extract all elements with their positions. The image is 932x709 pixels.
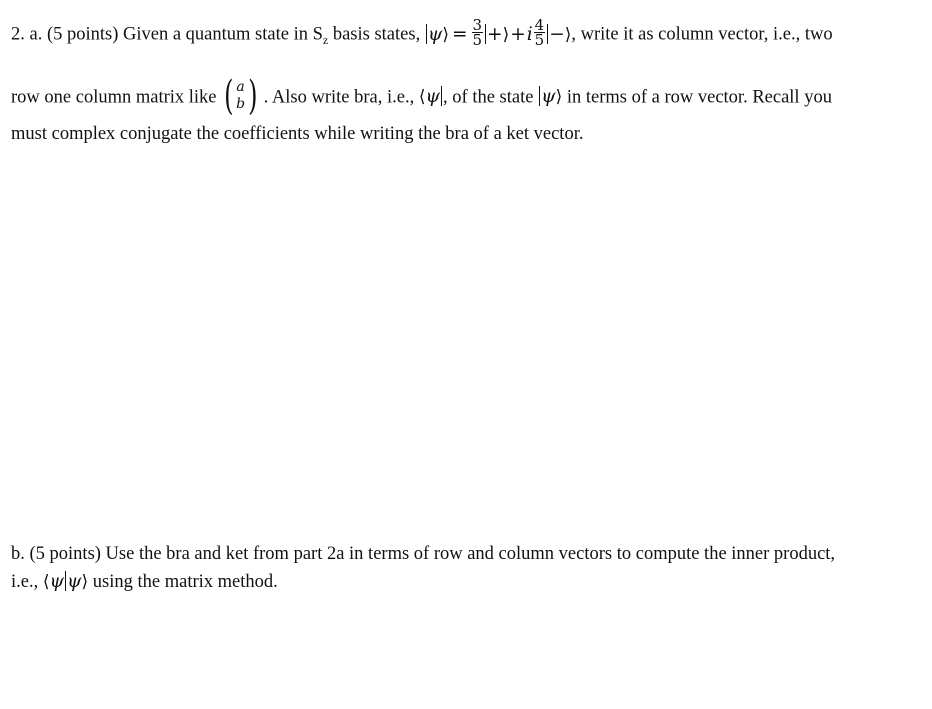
psi-ket-equation: ψ⟩ = $\frac{3}{5}$ +⟩+i $\frac{4}{5}$ −⟩: [427, 16, 572, 49]
part-a-intro-text: 2. a. (5 points) Given a quantum state in S: [11, 24, 323, 45]
part-a-line2-mid2: , of the state: [443, 87, 539, 108]
part-b-line-2: [11, 571, 278, 593]
part-a-basis-text: basis states,: [328, 24, 425, 45]
part-a-line2-end: in terms of a row vector. Recall you: [562, 87, 832, 108]
psi-ket: ψ⟩: [541, 86, 563, 108]
fraction-3-5: $\frac{3}{5}$: [472, 16, 483, 49]
part-a-line-2: [11, 73, 832, 119]
inner-product-psi-psi: ⟨ψ ψ⟩: [42, 571, 89, 592]
part-a-line2-start: row one column matrix like: [11, 87, 217, 108]
matrix-entry-b: b: [236, 96, 246, 112]
psi-bra: ⟨ψ: [418, 86, 441, 108]
part-b-line2-start: i.e.,: [11, 572, 43, 592]
part-b-line2-end: using the matrix method.: [88, 572, 278, 592]
part-a-line-1: [11, 16, 833, 51]
sz-subscript: z: [322, 33, 329, 48]
part-a-line-3: must complex conjugate the coefficients while writing the bra of a ket vector.: [11, 124, 584, 144]
column-matrix-example: ( a b ): [223, 73, 258, 119]
part-b-line-1: b. (5 points) Use the bra and ket from part 2a in terms of row and column vectors to compute the inner product,: [11, 544, 836, 564]
part-a-line2-mid1: . Also write bra, i.e.,: [263, 87, 419, 108]
matrix-entry-a: a: [236, 79, 245, 95]
part-a-line1-end: , write it as column vector, i.e., two: [571, 24, 833, 45]
fraction-4-5: $\frac{4}{5}$: [534, 16, 545, 49]
